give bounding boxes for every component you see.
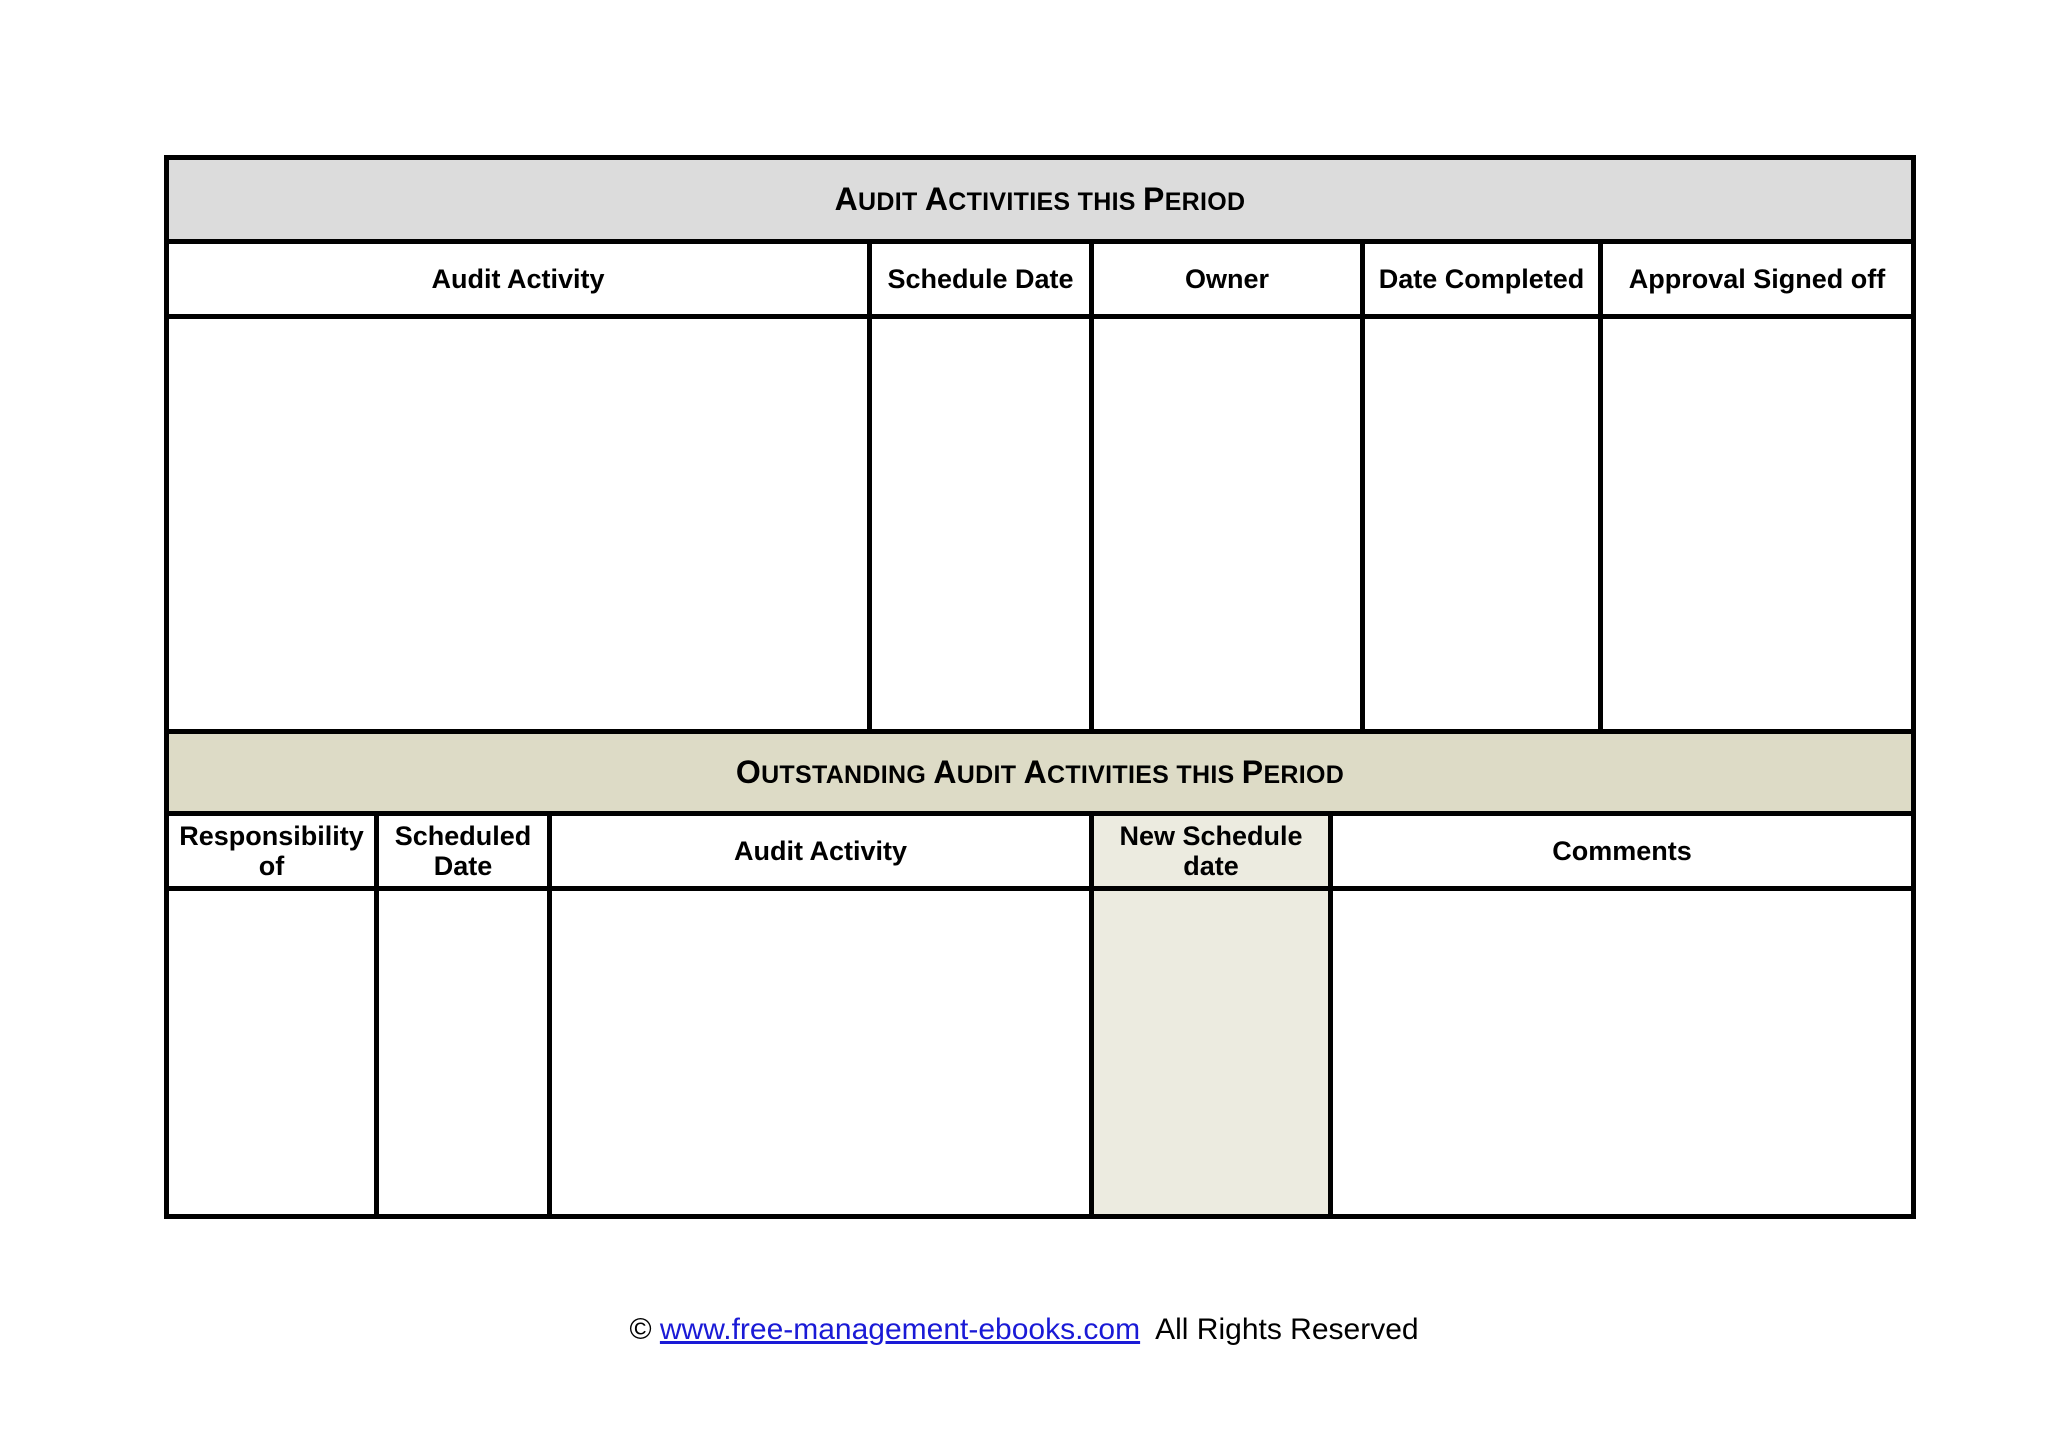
copyright-symbol: © xyxy=(629,1313,652,1346)
divider xyxy=(547,811,552,1214)
header-responsibility-of: Responsibility of xyxy=(179,821,364,881)
entry-comments[interactable] xyxy=(1333,891,1911,1214)
entry-approval-signed-off[interactable] xyxy=(1603,319,1911,729)
divider xyxy=(1360,239,1365,734)
divider xyxy=(1089,239,1094,734)
header-audit-activity-2: Audit Activity xyxy=(733,836,907,866)
entry-new-schedule-date[interactable] xyxy=(1094,891,1328,1214)
entry-responsibility-of[interactable] xyxy=(169,891,374,1214)
section1-title-band xyxy=(169,160,1911,239)
footer xyxy=(0,1313,2048,1347)
entry-owner[interactable] xyxy=(1094,319,1360,729)
divider xyxy=(867,239,872,734)
audit-form xyxy=(164,155,1916,1219)
divider xyxy=(1089,811,1094,1214)
rights-text: All Rights Reserved xyxy=(1155,1313,1419,1346)
section2-title: OUTSTANDING AUDIT ACTIVITIES THIS PERIOD xyxy=(735,754,1345,790)
entry-date-completed[interactable] xyxy=(1365,319,1598,729)
header-scheduled-date: Scheduled Date xyxy=(394,821,532,881)
website-link[interactable]: www.free-management-ebooks.com xyxy=(659,1313,1141,1346)
section1-title: AUDIT ACTIVITIES THIS PERIOD xyxy=(834,181,1246,217)
header-approval-signed-off: Approval Signed off xyxy=(1628,264,1886,294)
entry-audit-activity-2[interactable] xyxy=(552,891,1089,1214)
section2-title-band xyxy=(169,734,1911,811)
entry-schedule-date[interactable] xyxy=(872,319,1089,729)
header-comments: Comments xyxy=(1552,836,1692,866)
entry-scheduled-date[interactable] xyxy=(379,891,547,1214)
divider xyxy=(1598,239,1603,734)
header-schedule-date: Schedule Date xyxy=(887,264,1074,294)
header-date-completed: Date Completed xyxy=(1378,264,1585,294)
header-audit-activity: Audit Activity xyxy=(431,264,605,294)
entry-audit-activity[interactable] xyxy=(169,319,867,729)
divider xyxy=(374,811,379,1214)
divider xyxy=(1328,811,1333,1214)
header-owner: Owner xyxy=(1184,264,1270,294)
header-new-schedule-date: New Schedule date xyxy=(1094,816,1328,886)
